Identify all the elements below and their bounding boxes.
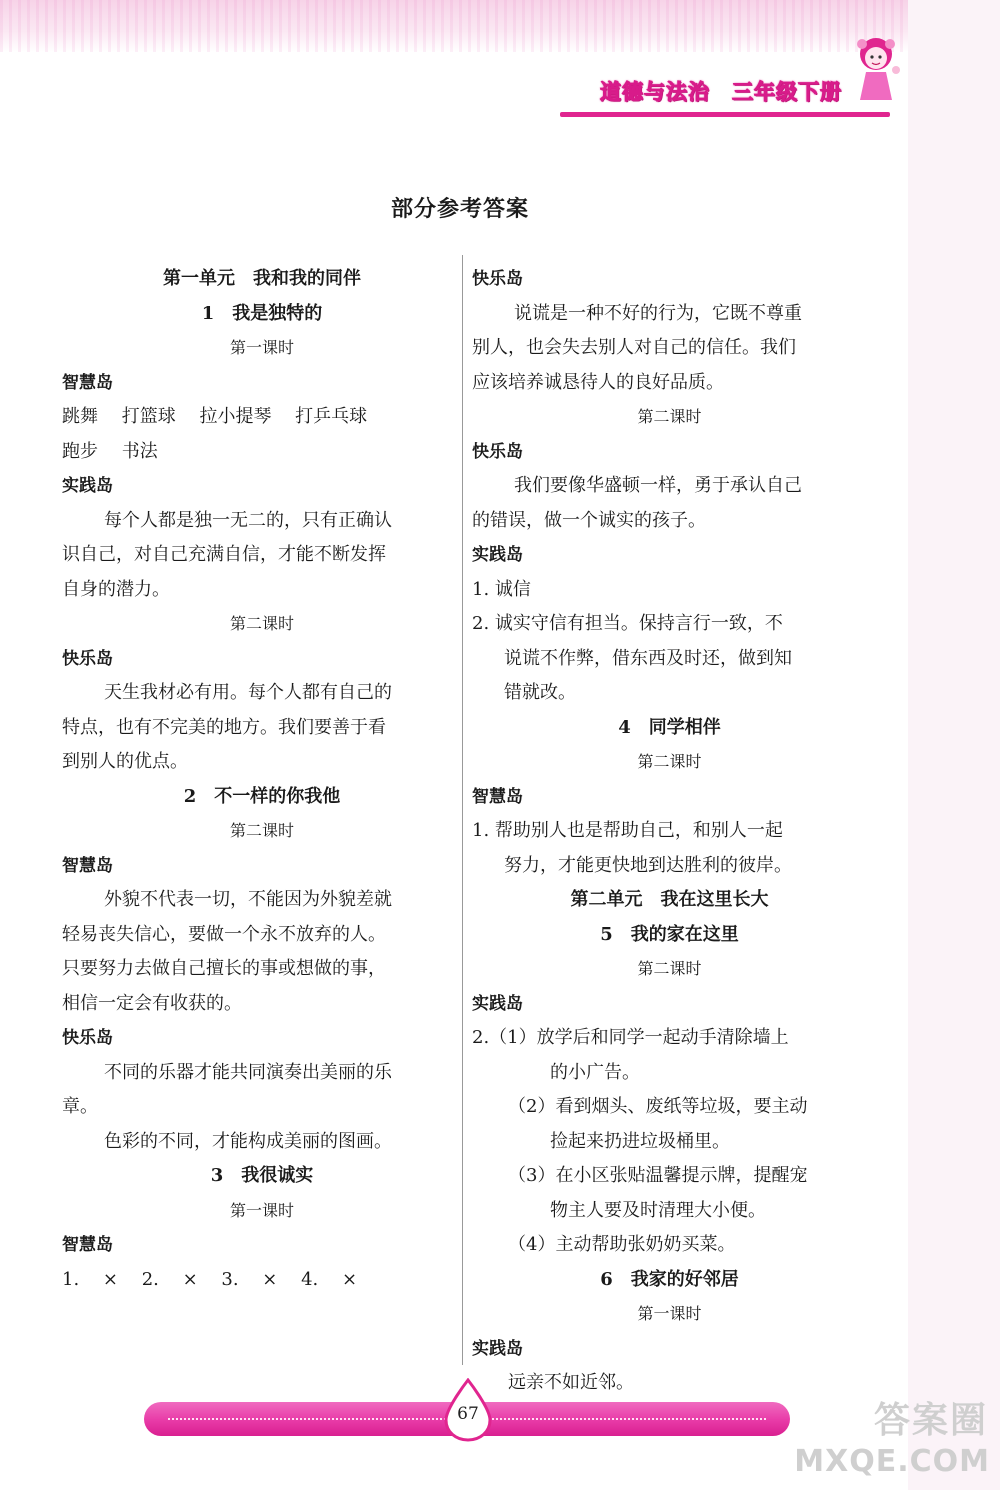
answer-line: 6 我家的好邻居 — [600, 1268, 739, 1290]
answer-line: 每个人都是独一无二的，只有正确认 — [104, 509, 392, 531]
answer-line: 第一课时 — [229, 1200, 294, 1220]
answer-line: 第一单元 我和我的同伴 — [163, 268, 361, 289]
answer-line: 智慧岛 — [62, 372, 113, 393]
answer-line: 第二课时 — [637, 407, 702, 426]
answer-line: 外貌不代表一切，不能因为外貌差就 — [104, 889, 392, 910]
answer-line: 自身的潜力。 — [62, 578, 170, 600]
header-underline — [560, 112, 890, 117]
answer-line: 第二单元 我在这里长大 — [570, 889, 769, 910]
answer-line: 色彩的不同，才能构成美丽的图画。 — [104, 1130, 392, 1152]
answer-line: 到别人的优点。 — [62, 751, 188, 772]
answer-line: 2. 诚实守信有担当。保持言行一致，不 — [472, 613, 783, 634]
answer-line: 1 我是独特的 — [201, 302, 323, 324]
answer-line: 特点，也有不完美的地方。我们要善于看 — [62, 716, 386, 738]
column-divider — [462, 255, 463, 1365]
answer-line: 应该培养诚恳待人的良好品质。 — [472, 371, 724, 393]
answer-line: 实践岛 — [62, 476, 113, 496]
answer-line: 1. 诚信 — [472, 578, 531, 600]
subject-label: 道德与法治 — [600, 80, 710, 104]
watermark-logo — [794, 1392, 996, 1488]
answer-line: 轻易丧失信心，要做一个永不放弃的人。 — [62, 923, 386, 945]
answer-line: 实践岛 — [472, 993, 523, 1014]
answer-line: （3）在小区张贴温馨提示牌，提醒宠 — [508, 1165, 808, 1186]
answer-line: 章。 — [62, 1096, 98, 1117]
grade-label: 三年级下册 — [732, 80, 842, 104]
answer-line: 快乐岛 — [62, 1028, 113, 1048]
answer-line: 1. × 2. × 3. × 4. × — [62, 1268, 358, 1290]
answer-line: 识自己，对自己充满自信，才能不断发挥 — [62, 544, 386, 565]
answer-line: 跳舞 打篮球 拉小提琴 打乒乓球 — [62, 406, 368, 427]
answer-line: 2.（1）放学后和同学一起动手清除墙上 — [472, 1027, 789, 1048]
answer-line: 跑步 书法 — [62, 440, 158, 462]
answer-line: 我们要像华盛顿一样，勇于承认自己 — [514, 475, 802, 496]
answer-line: 第一课时 — [229, 338, 294, 357]
watermark-top-text: 答案圈 — [873, 1400, 988, 1441]
answer-line: 别人，也会失去别人对自己的信任。我们 — [472, 337, 796, 358]
answer-line: 错就改。 — [504, 682, 576, 703]
answer-line: 智慧岛 — [62, 1235, 113, 1255]
answer-line: 实践岛 — [472, 1338, 523, 1359]
answer-line: 捡起来扔进垃圾桶里。 — [550, 1130, 730, 1152]
answer-line: 说谎是一种不好的行为，它既不尊重 — [514, 302, 802, 324]
answer-line: 快乐岛 — [472, 441, 523, 462]
answer-line: 快乐岛 — [472, 269, 523, 289]
answer-line: 只要努力去做自己擅长的事或想做的事， — [62, 958, 386, 979]
answer-line: 说谎不作弊，借东西及时还，做到知 — [504, 647, 792, 669]
answer-line: 第一课时 — [637, 1304, 702, 1323]
answer-line: 2 不一样的你我他 — [183, 785, 341, 807]
watermark-bottom-text: MXQE.COM — [794, 1444, 990, 1479]
answer-line: 努力，才能更快地到达胜利的彼岸。 — [504, 854, 792, 876]
answer-line: 第二课时 — [637, 752, 702, 771]
right-margin-strip — [908, 0, 1000, 1490]
page-number: 67 — [457, 1404, 479, 1424]
answer-line: 3 我很诚实 — [210, 1165, 314, 1186]
answer-line: 实践岛 — [472, 545, 523, 565]
answer-line: 1. 帮助别人也是帮助自己，和别人一起 — [472, 820, 783, 841]
left-answer-column — [62, 262, 462, 1297]
answer-line: （4）主动帮助张奶奶买菜。 — [508, 1234, 736, 1255]
right-answer-column — [472, 262, 867, 1401]
answer-line: 5 我的家在这里 — [600, 923, 739, 945]
answer-line: 物主人要及时清理大小便。 — [550, 1199, 766, 1221]
answer-line: 天生我材必有用。每个人都有自己的 — [104, 682, 392, 703]
answer-line: 智慧岛 — [472, 786, 523, 807]
answer-line: 的小广告。 — [550, 1061, 640, 1083]
book-header-title — [600, 76, 842, 106]
answer-line: 第二课时 — [229, 821, 294, 840]
answer-line: 第二课时 — [637, 959, 702, 978]
answer-line: 4 同学相伴 — [618, 716, 721, 738]
answer-line: 智慧岛 — [62, 855, 113, 876]
answer-line: 不同的乐器才能共同演奏出美丽的乐 — [104, 1061, 392, 1083]
answer-line: 相信一定会有收获的。 — [62, 992, 242, 1014]
girl-mascot-icon — [846, 30, 906, 110]
answer-line: 远亲不如近邻。 — [508, 1372, 634, 1393]
answer-line: 快乐岛 — [62, 648, 113, 669]
answer-line: 第二课时 — [229, 614, 294, 633]
answer-line: 的错误，做一个诚实的孩子。 — [472, 509, 706, 531]
answer-line: （2）看到烟头、废纸等垃圾，要主动 — [508, 1096, 808, 1117]
page-title: 部分参考答案 — [390, 197, 529, 222]
